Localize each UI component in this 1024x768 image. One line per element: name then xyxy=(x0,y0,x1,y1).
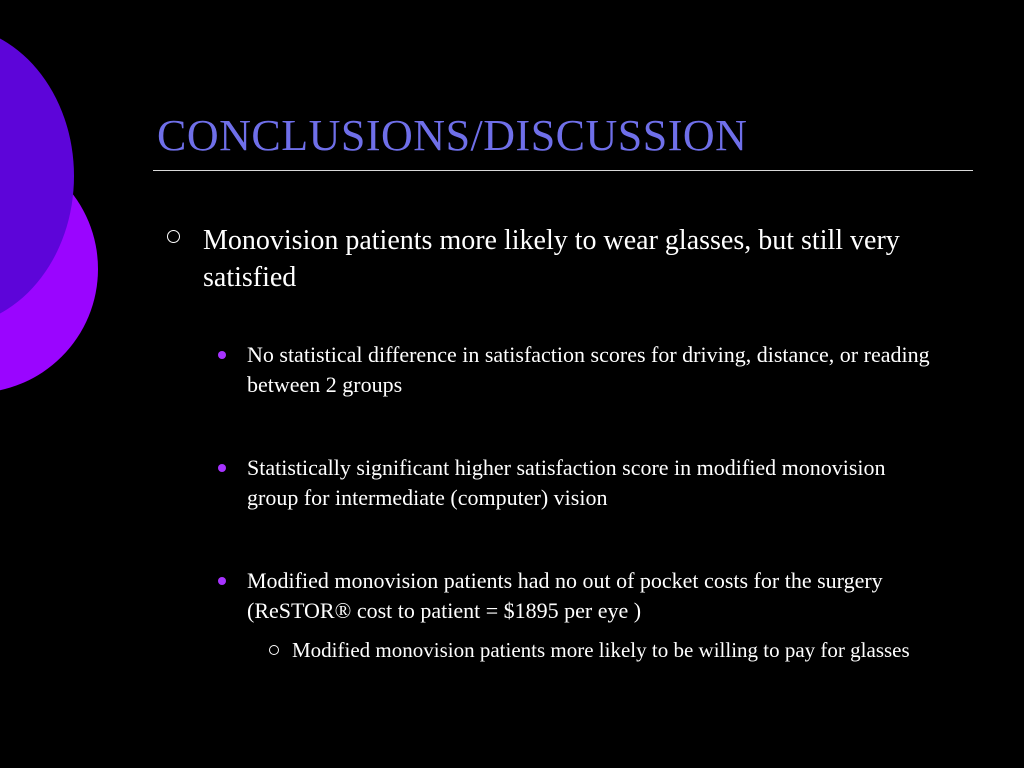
hollow-circle-icon xyxy=(269,645,279,655)
hollow-circle-icon xyxy=(167,230,180,243)
bullet-level-2: Statistically significant higher satisfaction score in modified monovision group for intermediate (computer) vision xyxy=(247,455,886,510)
bullet-level-1: Monovision patients more likely to wear glasses, but still very satisfied xyxy=(203,225,900,293)
bullet-level-2: Modified monovision patients had no out of pocket costs for the surgery (ReSTOR® cost to patient = $1895 per eye ) xyxy=(247,568,883,623)
filled-dot-icon xyxy=(218,464,226,472)
slide-title: CONCLUSIONS/DISCUSSION xyxy=(157,111,748,160)
filled-dot-icon xyxy=(218,577,226,585)
bullet-level-3: Modified monovision patients more likely to be willing to pay for glasses xyxy=(292,638,910,662)
bullet-level-2: No statistical difference in satisfaction scores for driving, distance, or reading between 2 groups xyxy=(247,342,930,397)
filled-dot-icon xyxy=(218,351,226,359)
